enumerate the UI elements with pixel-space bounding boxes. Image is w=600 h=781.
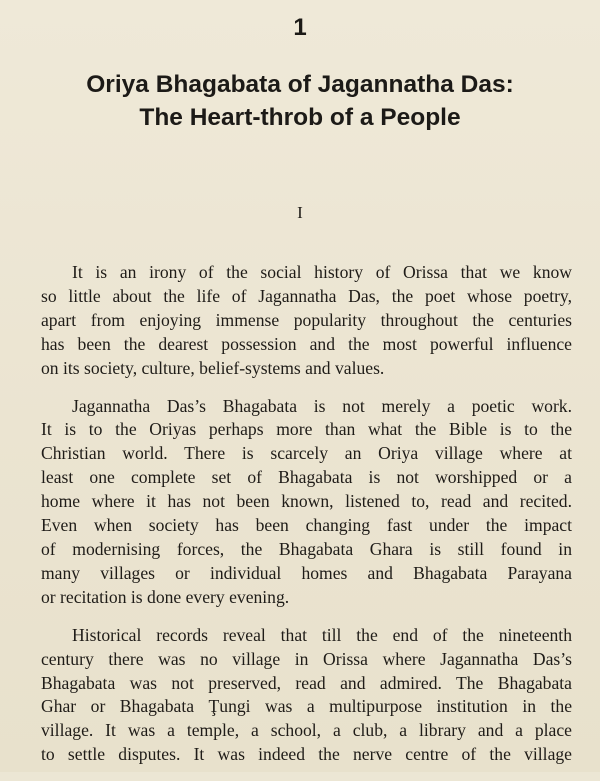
text-line: Historical records reveal that till the end of the nineteenth [72, 624, 572, 645]
paragraph [41, 624, 572, 767]
text-line: of modernising forces, the Bhagabata Ghara is still found in [41, 538, 572, 559]
chapter-title-line: The Heart-throb of a People [139, 104, 461, 131]
text-line: many villages or individual homes and Bhagabata Parayana [41, 562, 572, 583]
text-line: or recitation is done every evening. [41, 586, 290, 607]
body-text [41, 261, 572, 781]
text-line: least one complete set of Bhagabata is not worshipped or a [41, 467, 572, 488]
text-line: so little about the life of Jagannatha Das, the poet whose poetry, [41, 285, 572, 306]
chapter-title [0, 68, 600, 134]
text-line: on its society, culture, belief-systems and values. [41, 357, 385, 378]
text-line: village. It was a temple, a school, a club, a library and a place [41, 720, 572, 741]
text-line: Even when society has been changing fast under the impact [41, 515, 572, 536]
text-line: It is an irony of the social history of Orissa that we know [72, 262, 572, 282]
text-line: Ghar or Bhagabata Ţungi was a multipurpose institution in the [41, 696, 572, 717]
text-line: has been the dearest possession and the most powerful influence [41, 333, 572, 354]
text-line: Bhagabata was not preserved, read and admired. The Bhagabata [41, 672, 572, 693]
chapter-title-line: Oriya Bhagabata of Jagannatha Das: [86, 71, 514, 98]
paragraph [41, 395, 572, 610]
text-line: century there was no village in Orissa where Jagannatha Das’s [41, 648, 572, 669]
text-line: apart from enjoying immense popularity throughout the centuries [41, 309, 572, 330]
text-line: home where it has not been known, listened to, read and recited. [41, 491, 572, 512]
text-line: Jagannatha Das’s Bhagabata is not merely a poetic work. [72, 395, 572, 416]
text-line: Christian world. There is scarcely an Oriya village where at [41, 443, 572, 464]
text-line: to settle disputes. It was indeed the nerve centre of the village [41, 744, 572, 765]
section-marker: I [297, 203, 303, 222]
text-line: It is to the Oriyas perhaps more than what the Bible is to the [41, 419, 572, 440]
paragraph [41, 261, 572, 381]
chapter-number: 1 [293, 14, 307, 41]
